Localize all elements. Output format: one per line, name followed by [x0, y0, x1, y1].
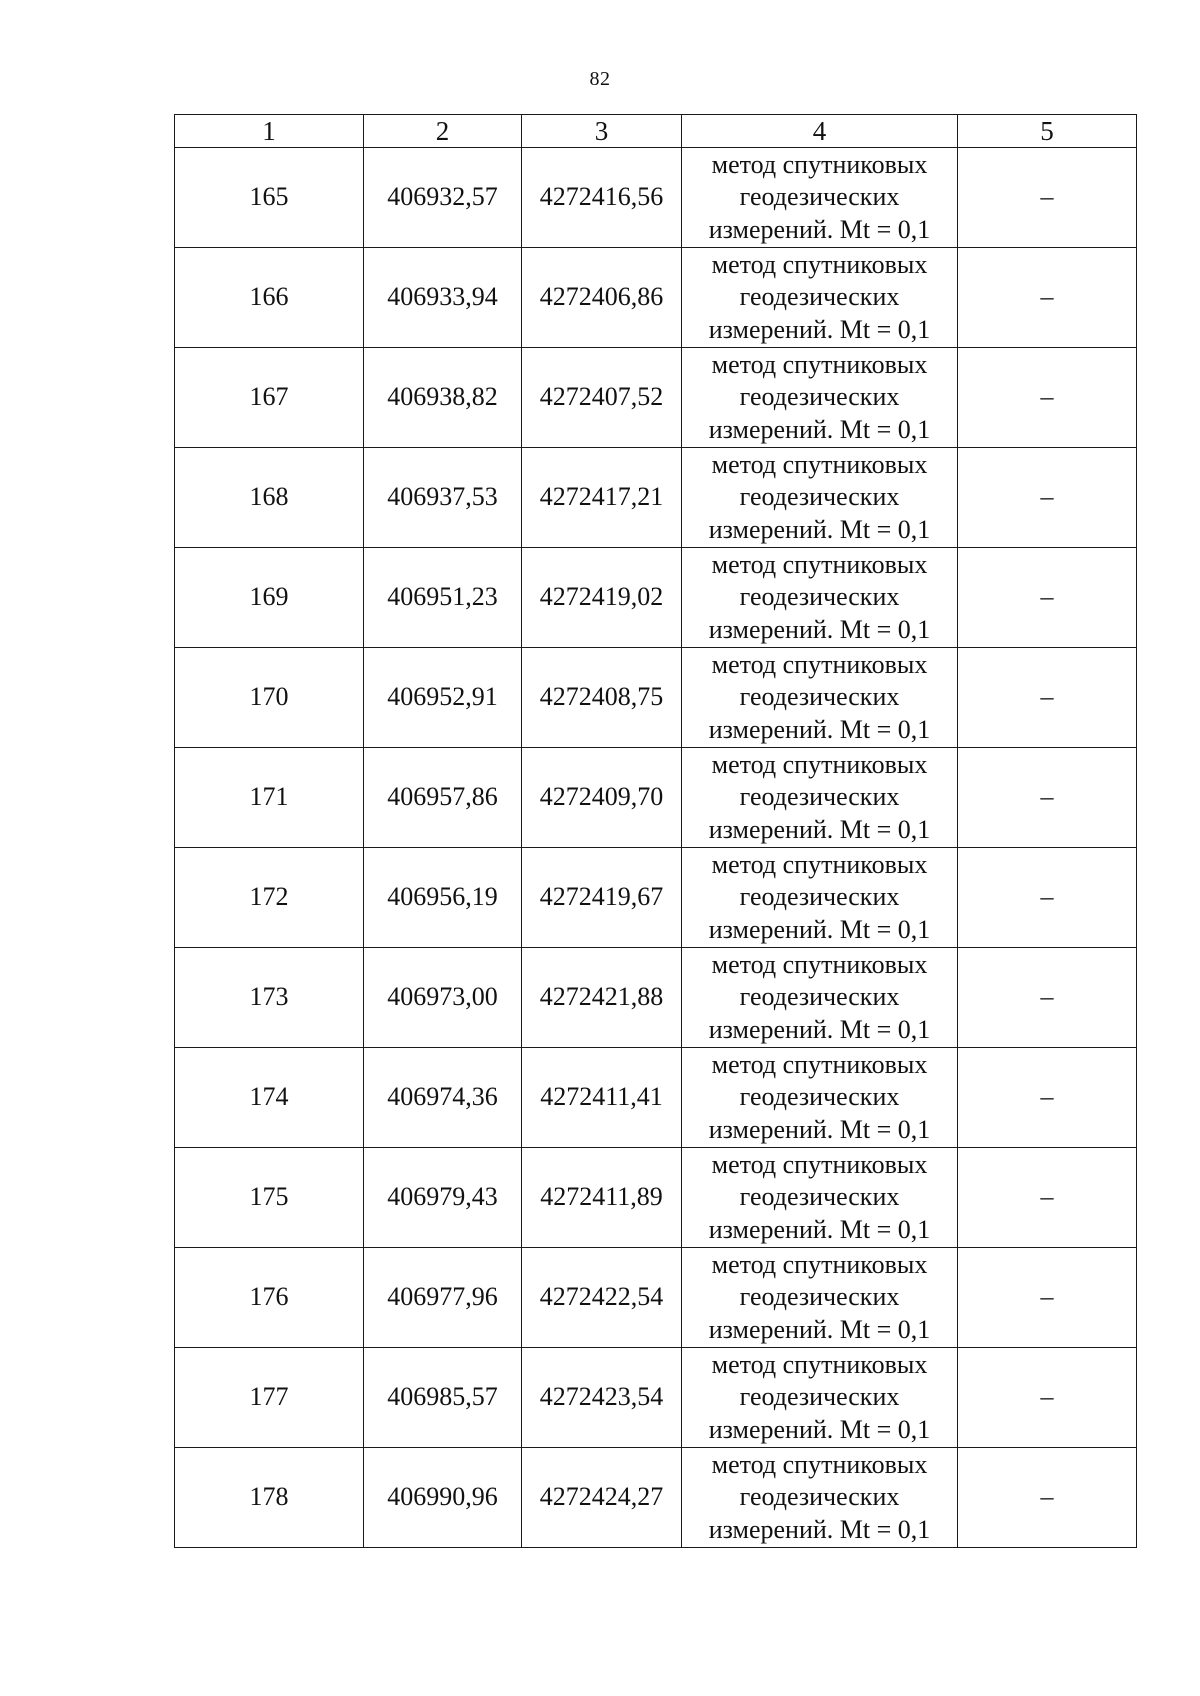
coordinate-x-cell: 406933,94: [364, 248, 522, 348]
coordinate-y-cell: 4272419,67: [522, 848, 682, 948]
method-line: геодезических: [739, 182, 900, 212]
header-col-3: 3: [522, 115, 682, 148]
table-row: [175, 848, 1137, 948]
point-number-cell: 176: [175, 1248, 364, 1348]
table-row: [175, 148, 1137, 248]
coordinates-table-container: [174, 114, 1136, 1548]
coordinate-x-cell: 406932,57: [364, 148, 522, 248]
method-cell: [682, 1148, 958, 1248]
coordinate-y-cell: 4272422,54: [522, 1248, 682, 1348]
note-cell: –: [958, 1448, 1137, 1548]
coordinate-y-cell: 4272423,54: [522, 1348, 682, 1448]
method-line: измерений. Mt = 0,1: [708, 1214, 931, 1244]
method-line: измерений. Mt = 0,1: [708, 1314, 931, 1344]
coordinate-y-cell: 4272408,75: [522, 648, 682, 748]
note-cell: –: [958, 948, 1137, 1048]
method-line: геодезических: [739, 1182, 900, 1212]
coordinate-x-cell: 406951,23: [364, 548, 522, 648]
method-cell: [682, 1348, 958, 1448]
point-number-cell: 174: [175, 1048, 364, 1148]
table-row: [175, 648, 1137, 748]
note-cell: –: [958, 1148, 1137, 1248]
method-line: измерений. Mt = 0,1: [708, 1014, 931, 1044]
point-number-cell: 172: [175, 848, 364, 948]
method-line: измерений. Mt = 0,1: [708, 1414, 931, 1444]
method-cell: [682, 1248, 958, 1348]
method-line: метод спутниковых: [711, 1249, 928, 1279]
table-row: [175, 548, 1137, 648]
method-line: измерений. Mt = 0,1: [708, 314, 931, 344]
point-number-cell: 173: [175, 948, 364, 1048]
method-line: геодезических: [739, 1382, 900, 1412]
coordinate-x-cell: 406977,96: [364, 1248, 522, 1348]
coordinates-table: [174, 114, 1137, 1548]
coordinate-y-cell: 4272421,88: [522, 948, 682, 1048]
method-cell: [682, 148, 958, 248]
method-cell: [682, 248, 958, 348]
page-number: 82: [589, 68, 611, 90]
point-number-cell: 168: [175, 448, 364, 548]
method-line: измерений. Mt = 0,1: [708, 914, 931, 944]
method-line: метод спутниковых: [711, 749, 928, 779]
method-cell: [682, 448, 958, 548]
table-row: [175, 348, 1137, 448]
coordinate-y-cell: 4272416,56: [522, 148, 682, 248]
note-cell: –: [958, 1048, 1137, 1148]
note-cell: –: [958, 1248, 1137, 1348]
note-cell: –: [958, 248, 1137, 348]
table-row: [175, 748, 1137, 848]
method-line: геодезических: [739, 1082, 900, 1112]
note-cell: –: [958, 748, 1137, 848]
coordinate-x-cell: 406957,86: [364, 748, 522, 848]
coordinate-y-cell: 4272424,27: [522, 1448, 682, 1548]
method-line: геодезических: [739, 382, 900, 412]
method-line: метод спутниковых: [711, 949, 928, 979]
method-line: измерений. Mt = 0,1: [708, 1114, 931, 1144]
coordinate-x-cell: 406985,57: [364, 1348, 522, 1448]
note-cell: –: [958, 1348, 1137, 1448]
coordinate-y-cell: 4272417,21: [522, 448, 682, 548]
method-cell: [682, 848, 958, 948]
header-col-1: 1: [175, 115, 364, 148]
point-number-cell: 175: [175, 1148, 364, 1248]
method-line: метод спутниковых: [711, 249, 928, 279]
header-col-4: 4: [682, 115, 958, 148]
method-line: геодезических: [739, 282, 900, 312]
point-number-cell: 177: [175, 1348, 364, 1448]
method-line: геодезических: [739, 1482, 900, 1512]
table-row: [175, 1448, 1137, 1548]
method-cell: [682, 948, 958, 1048]
method-line: геодезических: [739, 1282, 900, 1312]
note-cell: –: [958, 548, 1137, 648]
method-line: метод спутниковых: [711, 149, 928, 179]
method-line: метод спутниковых: [711, 449, 928, 479]
coordinate-y-cell: 4272406,86: [522, 248, 682, 348]
table-row: [175, 1148, 1137, 1248]
method-line: метод спутниковых: [711, 1349, 928, 1379]
method-line: геодезических: [739, 882, 900, 912]
coordinate-y-cell: 4272419,02: [522, 548, 682, 648]
table-row: [175, 448, 1137, 548]
method-cell: [682, 348, 958, 448]
method-line: измерений. Mt = 0,1: [708, 814, 931, 844]
table-row: [175, 248, 1137, 348]
table-row: [175, 1248, 1137, 1348]
note-cell: –: [958, 148, 1137, 248]
note-cell: –: [958, 448, 1137, 548]
coordinate-x-cell: 406973,00: [364, 948, 522, 1048]
method-line: метод спутниковых: [711, 349, 928, 379]
coordinate-x-cell: 406979,43: [364, 1148, 522, 1248]
coordinate-x-cell: 406956,19: [364, 848, 522, 948]
method-line: метод спутниковых: [711, 1149, 928, 1179]
header-col-2: 2: [364, 115, 522, 148]
method-line: измерений. Mt = 0,1: [708, 514, 931, 544]
coordinate-x-cell: 406974,36: [364, 1048, 522, 1148]
method-line: геодезических: [739, 982, 900, 1012]
method-line: измерений. Mt = 0,1: [708, 714, 931, 744]
method-line: измерений. Mt = 0,1: [708, 614, 931, 644]
method-line: метод спутниковых: [711, 549, 928, 579]
point-number-cell: 170: [175, 648, 364, 748]
table-header-row: [175, 115, 1137, 148]
note-cell: –: [958, 848, 1137, 948]
point-number-cell: 169: [175, 548, 364, 648]
table-row: [175, 1348, 1137, 1448]
method-cell: [682, 748, 958, 848]
coordinate-x-cell: 406952,91: [364, 648, 522, 748]
point-number-cell: 167: [175, 348, 364, 448]
method-cell: [682, 648, 958, 748]
coordinate-y-cell: 4272409,70: [522, 748, 682, 848]
method-line: геодезических: [739, 482, 900, 512]
coordinate-y-cell: 4272411,41: [522, 1048, 682, 1148]
point-number-cell: 165: [175, 148, 364, 248]
method-line: геодезических: [739, 682, 900, 712]
coordinate-x-cell: 406937,53: [364, 448, 522, 548]
method-line: метод спутниковых: [711, 1049, 928, 1079]
point-number-cell: 178: [175, 1448, 364, 1548]
method-line: геодезических: [739, 582, 900, 612]
note-cell: –: [958, 648, 1137, 748]
method-line: геодезических: [739, 782, 900, 812]
method-line: метод спутниковых: [711, 649, 928, 679]
method-line: измерений. Mt = 0,1: [708, 214, 931, 244]
method-cell: [682, 548, 958, 648]
coordinate-y-cell: 4272407,52: [522, 348, 682, 448]
point-number-cell: 166: [175, 248, 364, 348]
method-cell: [682, 1448, 958, 1548]
method-line: измерений. Mt = 0,1: [708, 414, 931, 444]
table-row: [175, 948, 1137, 1048]
method-line: измерений. Mt = 0,1: [708, 1514, 931, 1544]
table-body: [175, 148, 1137, 1548]
coordinate-y-cell: 4272411,89: [522, 1148, 682, 1248]
table-row: [175, 1048, 1137, 1148]
method-cell: [682, 1048, 958, 1148]
note-cell: –: [958, 348, 1137, 448]
header-col-5: 5: [958, 115, 1137, 148]
coordinate-x-cell: 406990,96: [364, 1448, 522, 1548]
method-line: метод спутниковых: [711, 1449, 928, 1479]
point-number-cell: 171: [175, 748, 364, 848]
method-line: метод спутниковых: [711, 849, 928, 879]
coordinate-x-cell: 406938,82: [364, 348, 522, 448]
